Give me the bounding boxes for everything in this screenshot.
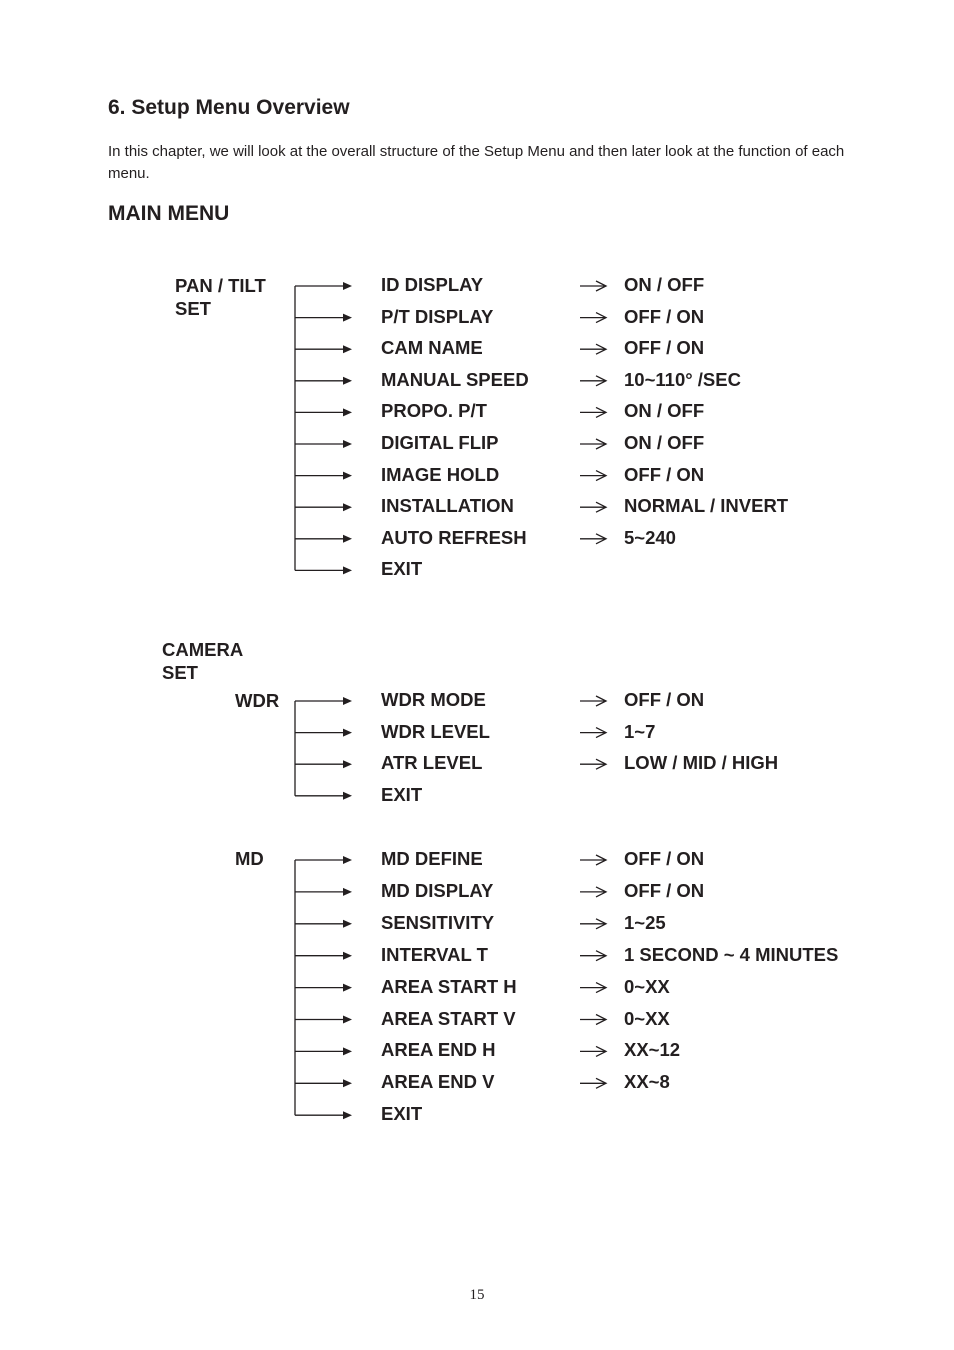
md-menu-item: AREA END H xyxy=(381,1039,496,1061)
arrow-head-icon xyxy=(343,1079,352,1087)
pan-tilt-menu-value: OFF / ON xyxy=(624,337,705,359)
pan-tilt-menu-item: IMAGE HOLD xyxy=(381,463,500,485)
arrow-head-icon xyxy=(343,984,352,992)
arrow-head-icon xyxy=(343,856,352,864)
arrow-head-icon xyxy=(343,345,352,353)
pan-tilt-menu-item: DIGITAL FLIP xyxy=(381,432,499,453)
md-menu-value: XX~8 xyxy=(624,1071,670,1093)
arrow-head-icon xyxy=(343,1016,352,1024)
arrow-head-icon xyxy=(343,503,352,511)
md-menu-item: MD DEFINE xyxy=(381,848,483,869)
page-number: 15 xyxy=(469,1287,485,1303)
pan-tilt-menu-value: ON / OFF xyxy=(624,432,705,453)
wdr-menu-value: 1~7 xyxy=(624,720,656,742)
arrow-head-icon xyxy=(343,408,352,416)
arrow-head-icon xyxy=(343,729,352,737)
arrow-head-icon xyxy=(343,314,352,322)
pan-tilt-menu-item: ID DISPLAY xyxy=(381,274,484,295)
pan-tilt-set-label: PAN / TILT SET xyxy=(175,275,266,319)
arrow-head-icon xyxy=(343,1047,352,1055)
pan-tilt-menu-value: OFF / ON xyxy=(624,463,705,485)
arrow-head-icon xyxy=(343,566,352,574)
arrow-head-icon xyxy=(343,1111,352,1119)
pan-tilt-menu-value: 10~110° /SEC xyxy=(624,368,741,390)
md-menu-value: OFF / ON xyxy=(624,848,705,869)
arrow-head-icon xyxy=(343,697,352,705)
arrow-head-icon xyxy=(343,472,352,480)
camera-set-label: CAMERA SET xyxy=(162,639,243,683)
arrow-head-icon xyxy=(343,952,352,960)
arrow-head-icon xyxy=(343,535,352,543)
intro-paragraph: In this chapter, we will look at the overall structure of the Setup Menu and then later look at the function of each menu. xyxy=(108,143,845,182)
pan-tilt-menu-value: ON / OFF xyxy=(624,274,705,295)
wdr-menu-item: ATR LEVEL xyxy=(381,752,483,774)
md-menu-value: OFF / ON xyxy=(624,879,705,901)
md-menu-value: XX~12 xyxy=(624,1039,681,1061)
pan-tilt-menu-item: MANUAL SPEED xyxy=(381,368,529,390)
pan-tilt-menu-item: PROPO. P/T xyxy=(381,400,487,422)
wdr-label: WDR xyxy=(235,690,280,711)
pan-tilt-menu-value: OFF / ON xyxy=(624,305,705,327)
md-menu-item: AREA END V xyxy=(381,1071,495,1093)
arrow-head-icon xyxy=(343,792,352,800)
pan-tilt-menu-item: INSTALLATION xyxy=(381,495,514,517)
arrow-head-icon xyxy=(343,760,352,768)
wdr-menu-item: WDR MODE xyxy=(381,689,486,710)
wdr-menu-item: EXIT xyxy=(381,783,423,805)
md-menu-item: EXIT xyxy=(381,1103,423,1125)
arrow-head-icon xyxy=(343,377,352,385)
md-menu-value: 0~XX xyxy=(624,975,670,997)
md-menu-item: AREA START V xyxy=(381,1007,516,1029)
wdr-menu-value: LOW / MID / HIGH xyxy=(624,752,779,774)
pan-tilt-menu-item: P/T DISPLAY xyxy=(381,305,494,327)
pan-tilt-menu-value: ON / OFF xyxy=(624,400,705,422)
md-menu-item: MD DISPLAY xyxy=(381,879,494,901)
pan-tilt-menu-item: AUTO REFRESH xyxy=(381,526,527,548)
pan-tilt-menu-item: EXIT xyxy=(381,558,423,580)
md-menu-value: 1 SECOND ~ 4 MINUTES xyxy=(624,943,839,965)
md-menu-item: SENSITIVITY xyxy=(381,911,495,933)
md-menu-item: AREA START H xyxy=(381,975,517,997)
pan-tilt-menu-value: NORMAL / INVERT xyxy=(624,495,789,517)
md-menu-value: 0~XX xyxy=(624,1007,670,1029)
md-menu-value: 1~25 xyxy=(624,911,666,933)
section-heading: 6. Setup Menu Overview xyxy=(108,96,350,119)
main-menu-title: MAIN MENU xyxy=(108,202,230,225)
wdr-menu-item: WDR LEVEL xyxy=(381,720,490,742)
md-menu-item: INTERVAL T xyxy=(381,943,488,965)
wdr-menu-value: OFF / ON xyxy=(624,689,705,710)
arrow-head-icon xyxy=(343,920,352,928)
arrow-head-icon xyxy=(343,888,352,896)
arrow-head-icon xyxy=(343,440,352,448)
pan-tilt-menu-item: CAM NAME xyxy=(381,337,483,359)
md-label: MD xyxy=(235,848,264,869)
pan-tilt-menu-value: 5~240 xyxy=(624,526,676,548)
arrow-head-icon xyxy=(343,282,352,290)
